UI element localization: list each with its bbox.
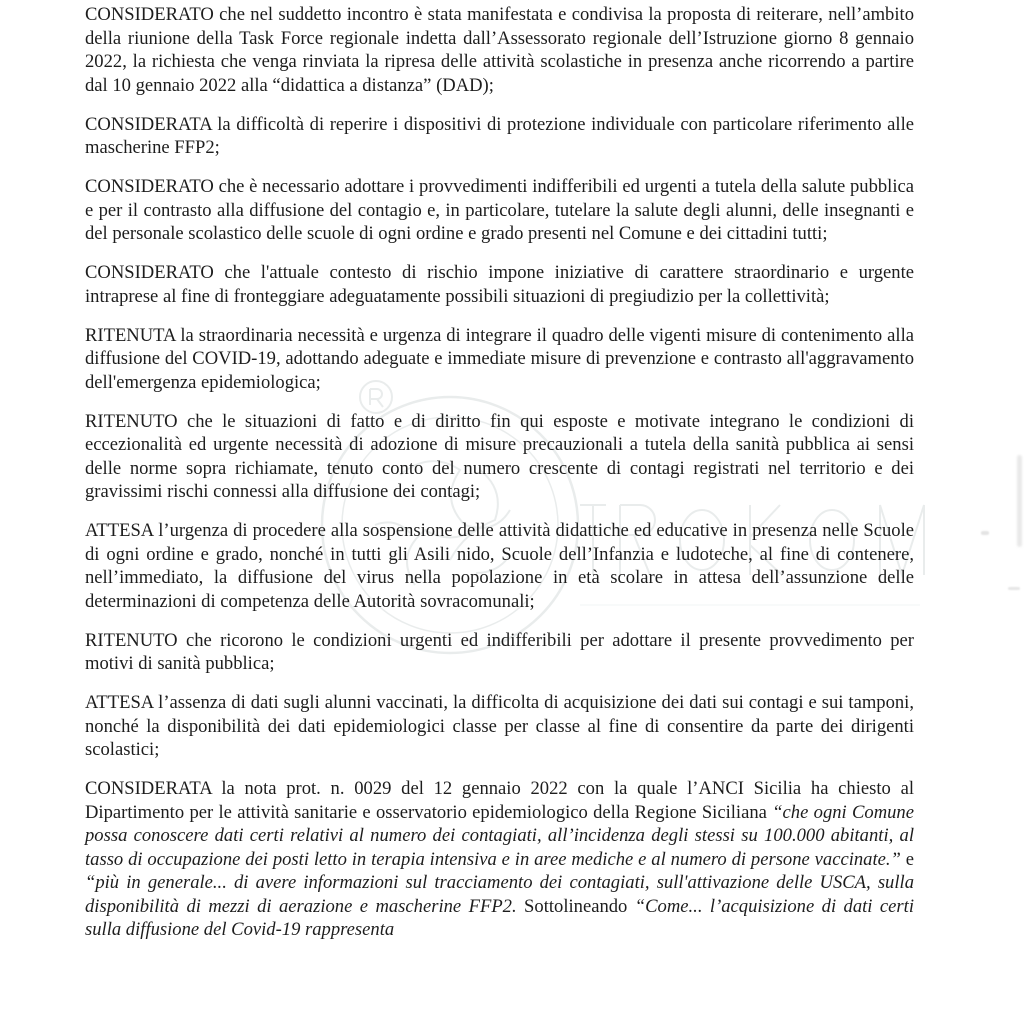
paragraph: [85, 324, 914, 395]
text-segment: RITENUTO che le situazioni di fatto e di diritto fin qui esposte e motivate integrano le condizioni di eccezionalità ed urgente necessità di adozione di misure precauzionali a tutela della sanità pubblica ai sensi delle norme sopra richiamate, tenuto conto del numero crescente di contagi registrati nel territorio e dei gravissimi rischi connessi alla diffusione dei contagi;: [85, 410, 914, 502]
italic-text-segment: “che ogni Comune possa conoscere dati certi relativi al numero dei contagiati, all’incidenza degli stessi su 100.000 abitanti, al tasso di occupazione dei posti letto in terapia intensiva e in aree mediche e al numero di persone vaccinate.”: [85, 801, 914, 870]
paragraph: [85, 519, 914, 613]
text-segment: CONSIDERATO che nel suddetto incontro è stata manifestata e condivisa la proposta di reiterare, nell’ambito della riunione della Task Force regionale indetta dall’Assessorato regionale dell’Istruzione giorno 8 gennaio 2022, la richiesta che venga rinviata la ripresa delle attività scolastiche in presenza anche ricorrendo a partire dal 10 gennaio 2022 alla “didattica a distanza” (DAD);: [85, 4, 914, 96]
paragraph: [85, 175, 914, 246]
paragraph: [85, 3, 914, 97]
scan-artifact: [1008, 587, 1020, 590]
paragraph: [85, 410, 914, 504]
italic-text-segment: “Come... l’acquisizione di dati certi sulla diffusione del Covid-19 rappresenta: [85, 895, 914, 940]
paragraph: [85, 691, 914, 762]
text-segment: CONSIDERATA la difficoltà di reperire i dispositivi di protezione individuale con particolare riferimento alle mascherine FFP2;: [85, 113, 914, 158]
paragraph: [85, 629, 914, 676]
text-segment: CONSIDERATO che l'attuale contesto di rischio impone iniziative di carattere straordinario e urgente intraprese al fine di fronteggiare adeguatamente possibili situazioni di pregiudizio per la collettività;: [85, 262, 914, 307]
paragraph: [85, 777, 914, 942]
text-segment: ATTESA l’urgenza di procedere alla sospensione delle attività didattiche ed educative in presenza nelle Scuole di ogni ordine e grado, nonché in tutti gli Asili nido, Scuole dell’Infanzia e ludoteche, al fine di contenere, nell’immediato, la diffusione del virus nella popolazione in età scolare in attesa dell’assunzione delle determinazioni di competenza delle Autorità sovracomunali;: [85, 520, 914, 612]
italic-text-segment: “più in generale... di avere informazioni sul tracciamento dei contagiati, sull'attivazione delle USCA, sulla disponibilità di mezzi di aerazione e mascherine FFP2.: [85, 872, 914, 917]
text-segment: ATTESA l’assenza di dati sugli alunni vaccinati, la difficolta di acquisizione dei dati sui contagi e sui tamponi, nonché la disponibilità dei dati epidemiologici classe per classe al fine di consentire da parte dei dirigenti scolastici;: [85, 692, 914, 760]
document-body: [85, 3, 914, 957]
text-segment: CONSIDERATO che è necessario adottare i provvedimenti indifferibili ed urgenti a tutela della salute pubblica e per il contrasto alla diffusione del contagio e, in particolare, tutelare la salute degli alunni, delle insegnanti e del personale scolastico delle scuole di ogni ordine e grado presenti nel Comune e dei cittadini tutti;: [85, 176, 914, 244]
paragraph: [85, 113, 914, 160]
scan-artifact: [1017, 455, 1022, 547]
text-segment: Sottolineando: [516, 895, 635, 917]
text-segment: RITENUTA la straordinaria necessità e urgenza di integrare il quadro delle vigenti misure di contenimento alla diffusione del COVID-19, adottando adeguate e immediate misure di prevenzione e contrasto all'aggravamento dell'emergenza epidemiologica;: [85, 324, 914, 393]
text-segment: CONSIDERATA la nota prot. n. 0029 del 12 gennaio 2022 con la quale l’ANCI Sicilia ha chiesto al Dipartimento per le attività sanitarie e osservatorio epidemiologico della Regione Siciliana: [85, 778, 914, 823]
scan-artifact: [981, 531, 989, 535]
paragraph: [85, 261, 914, 308]
text-segment: RITENUTO che ricorono le condizioni urgenti ed indifferibili per adottare il presente provvedimento per motivi di sanità pubblica;: [85, 629, 914, 674]
text-segment: e: [900, 848, 914, 870]
